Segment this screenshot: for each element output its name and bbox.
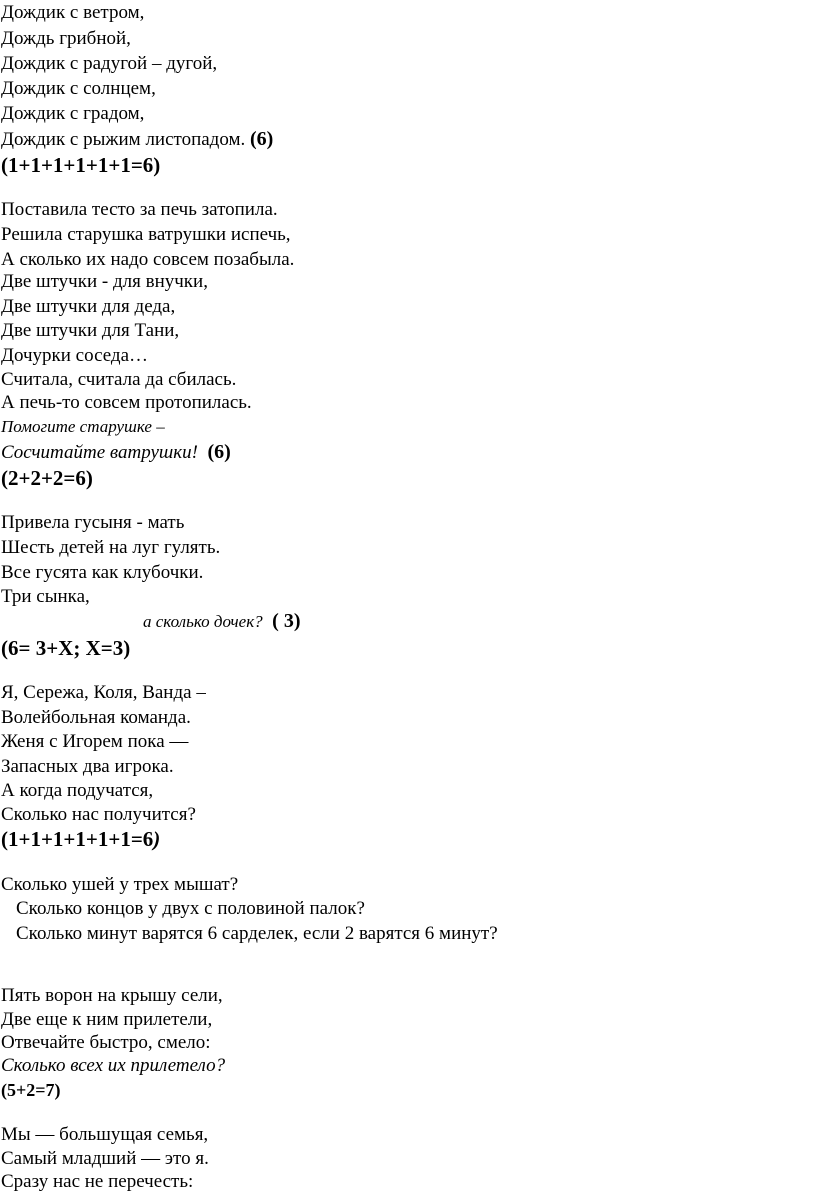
poem3-question-row (143, 610, 300, 633)
poem1-line-last (1, 128, 273, 151)
riddle-line: Сколько ушей у трех мышат? (1, 874, 239, 895)
poem5-question: Сколько всех их прилетело? (1, 1055, 226, 1076)
poem5-line: Пять ворон на крышу сели, (1, 985, 223, 1006)
poem4-solution-close: ) (153, 827, 161, 851)
poem3-answer: ( 3) (272, 610, 301, 632)
poem6-line: Самый младший — это я. (1, 1148, 209, 1169)
poem2-line: Две штучки для Тани, (1, 320, 180, 341)
poem4-solution-row (1, 828, 160, 850)
poem1-line: Дождик с солнцем, (1, 78, 156, 99)
poem3-line: Шесть детей на луг гулять. (1, 537, 221, 558)
poem1-line: Дождик с радугой – дугой, (1, 53, 218, 74)
poem1-solution: (1+1+1+1+1+1=6) (1, 153, 161, 177)
poem6-line: Мы — большущая семья, (1, 1124, 209, 1145)
poem4-line: Сколько нас получится? (1, 804, 196, 825)
poem3-line: Все гусята как клубочки. (1, 562, 204, 583)
poem4-line: Запасных два игрока. (1, 756, 174, 777)
poem3-line: Три сынка, (1, 586, 90, 607)
poem2-line: Две штучки - для внучки, (1, 271, 208, 292)
poem5-line: Отвечайте быстро, смело: (1, 1032, 211, 1053)
riddle-line: Сколько минут варятся 6 сарделек, если 2 варятся 6 минут? (16, 923, 498, 944)
poem3-solution: (6= 3+Х; Х=3) (1, 636, 131, 660)
poem2-line: Поставила тесто за печь затопила. (1, 199, 278, 220)
poem1-line: Дождь грибной, (1, 28, 131, 49)
riddle-line: Сколько концов у двух с половиной палок? (16, 898, 365, 919)
poem2-line: Дочурки соседа… (1, 345, 149, 366)
poem1-answer: (6) (250, 128, 274, 150)
poem2-line: Две штучки для деда, (1, 296, 176, 317)
poem3-question: а сколько дочек? (143, 612, 263, 631)
poem2-line: Считала, считала да сбилась. (1, 369, 237, 390)
poem4-solution: (1+1+1+1+1+1=6 (1, 827, 154, 851)
poem3-line: Привела гусыня - мать (1, 512, 185, 533)
poem2-line: Решила старушка ватрушки испечь, (1, 224, 291, 245)
poem2-line: А печь-то совсем протопилась. (1, 392, 252, 413)
poem5-solution: (5+2=7) (1, 1080, 61, 1100)
poem1-line: Дождик с ветром, (1, 2, 145, 23)
poem4-line: А когда подучатся, (1, 780, 154, 801)
poem2-question-line: Помогите старушке – (1, 417, 165, 436)
poem2-line: А сколько их надо совсем позабыла. (1, 249, 295, 270)
poem4-line: Я, Сережа, Коля, Ванда – (1, 682, 206, 703)
poem2-solution: (2+2+2=6) (1, 466, 93, 490)
poem1-line-text: Дождик с рыжим листопадом. (1, 129, 246, 150)
poem6-line: Сразу нас не перечесть: (1, 1171, 194, 1192)
poem4-line: Волейбольная команда. (1, 707, 191, 728)
poem2-answer: (6) (207, 441, 231, 463)
poem2-question-last (1, 441, 231, 464)
poem5-line: Две еще к ним прилетели, (1, 1009, 213, 1030)
poem1-line: Дождик с градом, (1, 103, 145, 124)
poem4-line: Женя с Игорем пока — (1, 731, 189, 752)
poem2-question-text: Сосчитайте ватрушки! (1, 442, 198, 463)
